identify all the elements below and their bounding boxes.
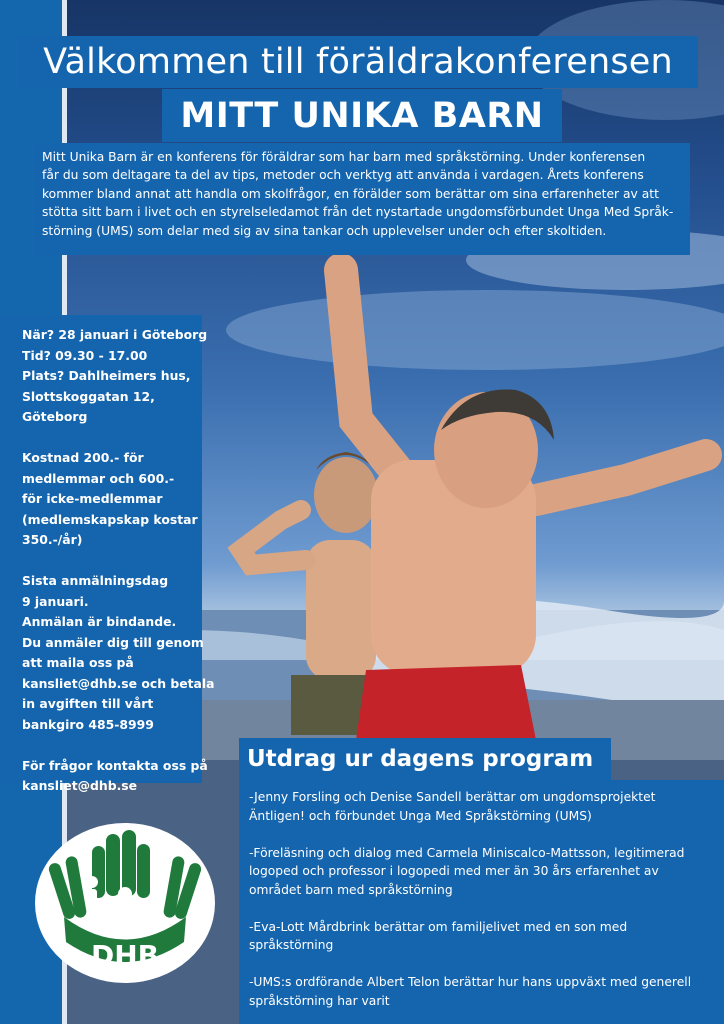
program-line: området barn med språkstörning	[249, 882, 453, 897]
page-title: Välkommen till föräldrakonferensen	[43, 42, 673, 82]
info-cost-line: Kostnad 200.- för	[22, 450, 144, 465]
info-cost-line: (medlemskapskap kostar	[22, 511, 198, 527]
info-city: Göteborg	[22, 409, 88, 424]
info-registration-email-line: kansliet@dhb.se och betala	[22, 675, 215, 691]
info-cost-line: 350.-/år)	[22, 532, 83, 547]
info-registration-line: in avgiften till vårt	[22, 696, 154, 711]
info-cost-line: för icke-medlemmar	[22, 491, 163, 506]
intro-line: kommer bland annat att handla om skolfrågor, en förälder som berättar om sina erfarenheter av att	[42, 186, 659, 201]
program-item	[249, 844, 714, 900]
program-line: språkstörning	[249, 938, 334, 952]
intro-line: får du som deltagare ta del av tips, metoder och verktyg att använda i vardagen. Årets konferens	[42, 168, 644, 183]
program-line: -Jenny Forsling och Denise Sandell berättar om ungdomsprojektet	[249, 790, 656, 804]
info-address: Slottskoggatan 12,	[22, 388, 155, 404]
info-place: Plats? Dahlheimers hus,	[22, 368, 191, 383]
program-line: logoped och professor i logopedi med mer än 30 års erfarenhet av	[249, 864, 659, 878]
program-item	[249, 918, 714, 955]
program-panel	[239, 780, 724, 1024]
info-registration-line: Anmälan är bindande.	[22, 614, 177, 629]
program-title: Utdrag ur dagens program	[247, 746, 594, 772]
info-contact-email: kansliet@dhb.se	[22, 778, 138, 793]
intro-text	[42, 148, 680, 240]
program-title-banner	[239, 738, 611, 780]
program-line: -Föreläsning och dialog med Carmela Miniscalco-Mattsson, legitimerad	[249, 845, 685, 860]
program-line: Äntligen! och förbundet Unga Med Språkstörning (UMS)	[249, 808, 592, 823]
intro-line: Mitt Unika Barn är en konferens för föräldrar som har barn med språkstörning. Under konferensen	[42, 150, 646, 164]
logo-text: DHB	[90, 939, 160, 972]
info-registration-line: Sista anmälningsdag	[22, 573, 169, 588]
program-line: -Eva-Lott Mårdbrink berättar om familjelivet med en son med	[249, 919, 628, 934]
info-registration-line: att maila oss på	[22, 655, 134, 670]
conference-name: MITT UNIKA BARN	[180, 95, 544, 136]
program-item	[249, 788, 714, 825]
info-contact-line: För frågor kontakta oss på	[22, 757, 208, 773]
subtitle-banner	[162, 89, 562, 142]
info-when: När? 28 januari i Göteborg	[22, 327, 208, 342]
intro-line: störning (UMS) som delar med sig av sina tankar och upplevelser under och efter skoltiden.	[42, 223, 607, 238]
info-bankgiro: bankgiro 485-8999	[22, 716, 154, 732]
intro-line: stötta sitt barn i livet och en styrelseledamot från det nystartade ungdomsförbundet Unga Med Språk-	[42, 205, 674, 220]
info-registration-line: Du anmäler dig till genom	[22, 634, 204, 650]
info-time: Tid? 09.30 - 17.00	[22, 347, 148, 363]
intro-panel	[34, 143, 690, 255]
program-item	[249, 973, 714, 1010]
program-line: -UMS:s ordförande Albert Telon berättar hur hans uppväxt med generell	[249, 975, 692, 989]
event-info-panel	[0, 315, 215, 793]
info-cost-line: medlemmar och 600.-	[22, 470, 175, 486]
info-registration-line: 9 januari.	[22, 593, 89, 609]
dhb-logo	[34, 822, 216, 984]
program-line: språkstörning har varit	[249, 993, 390, 1008]
title-banner	[18, 36, 698, 88]
